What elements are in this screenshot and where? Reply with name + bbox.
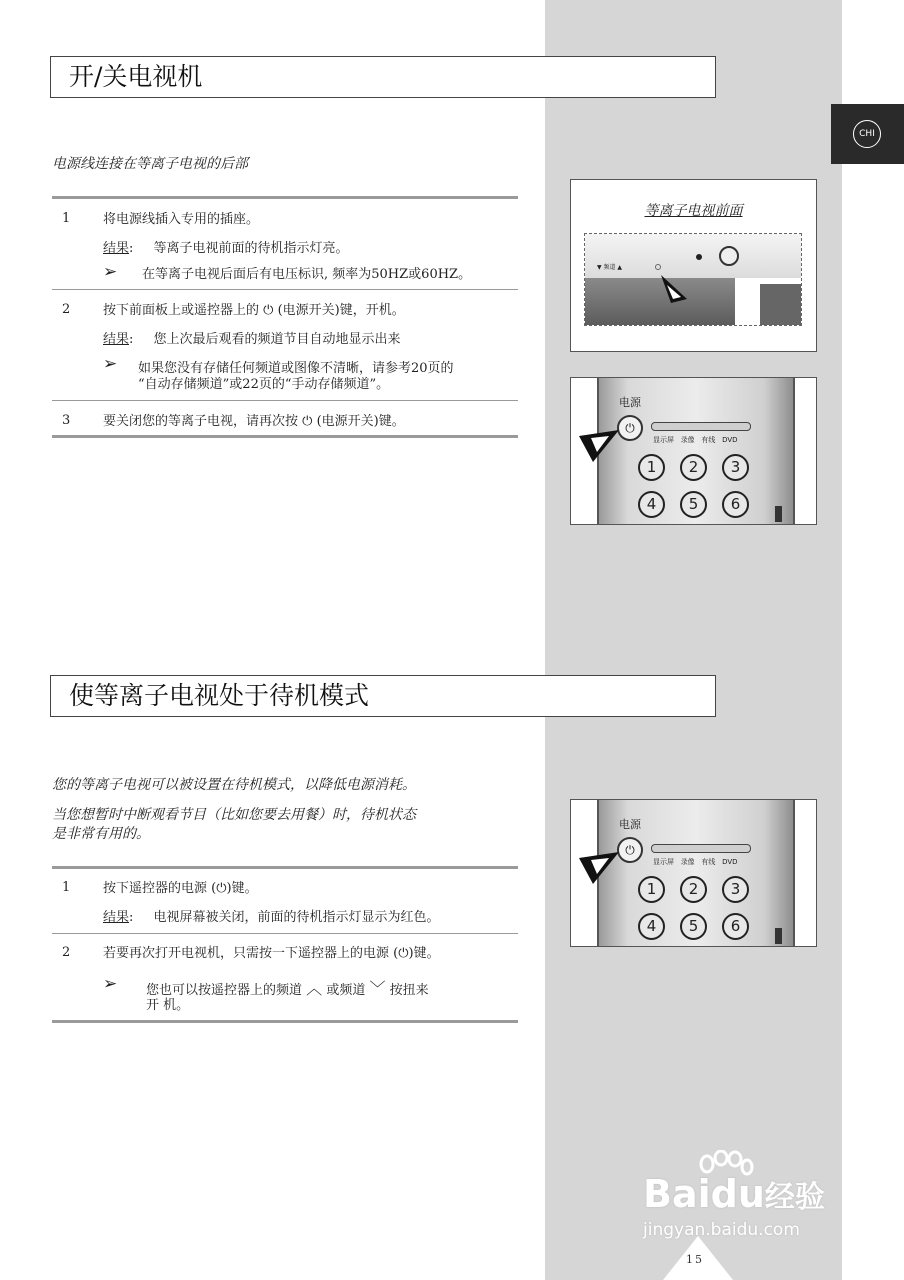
- step-text-b: (电源开关)键，开机。: [277, 303, 405, 318]
- step-text-a: 按下遥控器的电源 (: [103, 881, 217, 896]
- tv-front-figure: [570, 179, 817, 352]
- divider: [52, 289, 518, 290]
- note-arrow-icon: ➢: [103, 262, 118, 282]
- section2-intro: 是非常有用的。: [52, 826, 150, 842]
- step-number: 1: [62, 211, 71, 226]
- step-text: 将电源线插入专用的插座。: [103, 212, 260, 227]
- pointer-arrow-icon: [573, 850, 623, 890]
- button-label: 录像: [680, 436, 695, 444]
- baidu-watermark: [643, 1150, 853, 1245]
- step-text: [103, 880, 258, 897]
- divider: [52, 435, 518, 438]
- section2-title: 使等离子电视处于待机模式: [50, 675, 716, 717]
- button-label: DVD: [722, 436, 738, 444]
- step-text-a: 若要再次打开电视机，只需按一下遥控器上的电源 (: [103, 946, 399, 961]
- step-text: [103, 302, 405, 319]
- step-text: [103, 413, 405, 430]
- section1-title: 开/关电视机: [50, 56, 716, 98]
- result-colon: :: [129, 332, 134, 347]
- key-1: 1: [638, 876, 665, 903]
- step-number: 2: [62, 945, 71, 960]
- power-label: 电源: [619, 396, 641, 409]
- note-text-b: 或频道: [326, 983, 366, 998]
- result-label: 结果: [103, 910, 130, 925]
- power-label: 电源: [619, 818, 641, 831]
- remote-button-labels: [653, 435, 738, 445]
- step-number: 2: [62, 302, 71, 317]
- note-line: “自动存储频道”或22页的“手动存储频道”。: [138, 377, 390, 392]
- watermark-brand-a: Bai: [643, 1172, 711, 1216]
- step-number: 3: [62, 413, 71, 428]
- language-tab: [831, 104, 904, 164]
- divider: [52, 1020, 518, 1023]
- key-6: 6: [722, 491, 749, 518]
- divider: [52, 866, 518, 869]
- step-text-a: 按下前面板上或遥控器上的: [103, 303, 260, 318]
- key-5: 5: [680, 491, 707, 518]
- power-icon: ⏻: [617, 415, 643, 441]
- pointer-arrow-icon: [573, 428, 623, 468]
- step-text-b: )键。: [408, 946, 440, 961]
- key-3: 3: [722, 454, 749, 481]
- section1-intro: 电源线连接在等离子电视的后部: [52, 156, 248, 172]
- power-icon: ⏻: [617, 837, 643, 863]
- bar-button: [651, 422, 751, 431]
- result-label: 结果: [103, 241, 130, 256]
- power-button-icon: [719, 246, 739, 266]
- button-label: 显示屏: [653, 858, 674, 866]
- stand: [760, 284, 802, 326]
- tv-front-panel: [584, 233, 802, 326]
- bar-button: [651, 844, 751, 853]
- divider: [52, 196, 518, 199]
- section2-intro: 您的等离子电视可以被设置在待机模式，以降低电源消耗。: [52, 777, 416, 793]
- key-5: 5: [680, 913, 707, 940]
- result-text: 等离子电视前面的待机指示灯亮。: [153, 241, 349, 256]
- button-label: 显示屏: [653, 436, 674, 444]
- remote-figure: [570, 799, 817, 947]
- result-text: 您上次最后观看的频道节目自动地显示出来: [153, 332, 401, 347]
- note-arrow-icon: ➢: [103, 354, 118, 374]
- watermark-brand: [643, 1172, 825, 1216]
- remote-tag: [775, 928, 782, 944]
- step-text-b: )键。: [226, 881, 258, 896]
- section2-intro: 当您想暂时中断观看节目（比如您要去用餐）时，待机状态: [52, 807, 416, 823]
- channel-label: ▼ 频道 ▲: [597, 264, 623, 271]
- watermark-url: jingyan.baidu.com: [643, 1220, 800, 1240]
- page-number: 15: [686, 1253, 704, 1266]
- result-row: [103, 331, 401, 348]
- key-4: 4: [638, 913, 665, 940]
- button-label: 有线: [701, 858, 716, 866]
- step-text-b: (电源开关)键。: [316, 414, 405, 429]
- note-line: 开 机。: [146, 998, 190, 1013]
- result-colon: :: [129, 241, 134, 256]
- result-colon: :: [129, 910, 134, 925]
- note-text-c: 按扭来: [389, 983, 429, 998]
- key-3: 3: [722, 876, 749, 903]
- result-label: 结果: [103, 332, 130, 347]
- note-text: 在等离子电视后面后有电压标识, 频率为50HZ或60HZ。: [142, 267, 472, 282]
- remote-button-labels: [653, 857, 738, 867]
- note-text-a: 您也可以按遥控器上的频道: [146, 983, 303, 998]
- power-icon: ⏻: [216, 881, 227, 896]
- key-2: 2: [680, 454, 707, 481]
- pointer-arrow-icon: [657, 269, 697, 309]
- button-label: DVD: [722, 858, 738, 866]
- step-number: 1: [62, 880, 71, 895]
- chevron-up-icon: ︿: [306, 979, 323, 998]
- note-arrow-icon: ➢: [103, 974, 118, 994]
- result-row: [103, 909, 440, 926]
- watermark-brand-b: du: [710, 1172, 765, 1216]
- remote-tag: [775, 506, 782, 522]
- key-4: 4: [638, 491, 665, 518]
- button-label: 有线: [701, 436, 716, 444]
- power-icon: ⏻: [398, 946, 409, 961]
- figure-caption: 等离子电视前面: [644, 203, 743, 219]
- power-icon: ⏻: [263, 303, 274, 318]
- key-2: 2: [680, 876, 707, 903]
- language-badge: CHI: [853, 120, 881, 148]
- divider: [52, 933, 518, 934]
- step-text-a: 要关闭您的等离子电视，请再次按: [103, 414, 299, 429]
- note-line: 如果您没有存储任何频道或图像不清晰，请参考20页的: [138, 361, 454, 376]
- watermark-brand-cn: 经验: [764, 1180, 825, 1215]
- step-text: [103, 945, 440, 962]
- result-row: [103, 240, 349, 257]
- chevron-down-icon: ﹀: [369, 979, 386, 998]
- button-label: 录像: [680, 858, 695, 866]
- remote-figure: [570, 377, 817, 525]
- key-1: 1: [638, 454, 665, 481]
- divider: [52, 400, 518, 401]
- result-text: 电视屏幕被关闭，前面的待机指示灯显示为红色。: [153, 910, 440, 925]
- key-6: 6: [722, 913, 749, 940]
- power-icon: ⏻: [302, 414, 313, 429]
- sensor-icon: [696, 254, 702, 260]
